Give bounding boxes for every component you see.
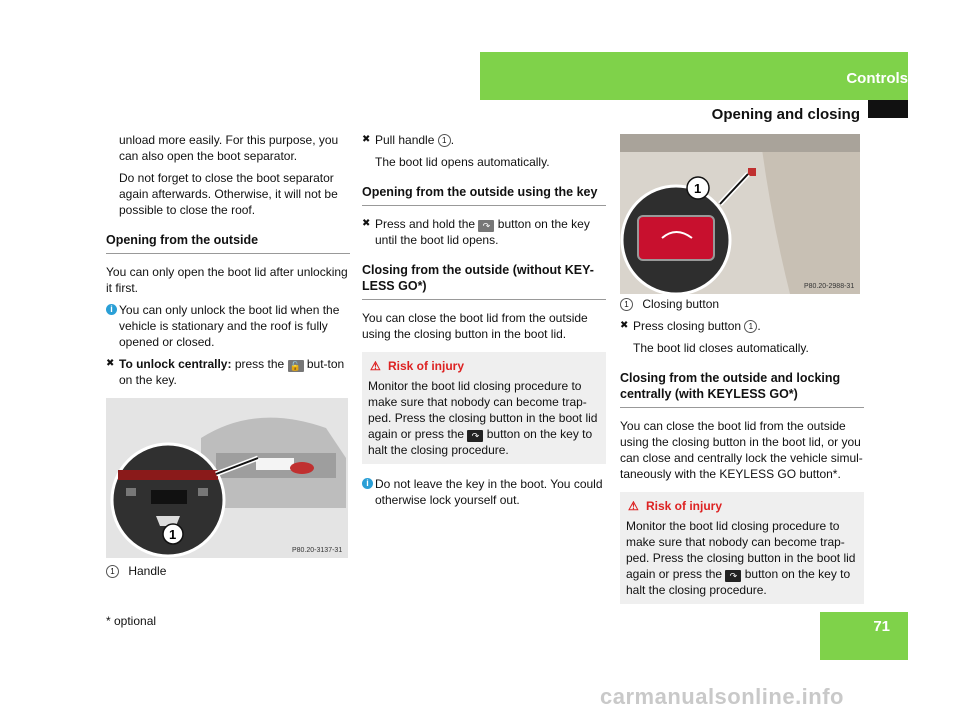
step-text: Press closing button xyxy=(633,319,742,333)
arrow-bullet-icon: ✖ xyxy=(362,134,371,145)
warning-title xyxy=(368,358,600,374)
section-heading: Closing from the outside and locking centrally (with KEYLESS GO*) xyxy=(620,370,864,408)
column-1 xyxy=(106,132,350,394)
unlock-key-icon: 🔓 xyxy=(288,360,304,372)
warning-triangle-icon: ⚠ xyxy=(370,359,381,373)
warning-text: button on the key to halt the closing procedure. xyxy=(626,567,851,597)
arrow-bullet-icon: ✖ xyxy=(106,358,115,369)
paragraph: unload more easily. For this purpose, you can also open the boot separator. xyxy=(119,133,339,163)
chapter-marker xyxy=(868,100,908,118)
paragraph: You can close the boot lid from the outside using the closing button in the boot lid, or you can close and centrally lock the vehicle simul-taneously with the KEYLESS GO button*. xyxy=(620,419,863,481)
instruction-step xyxy=(362,216,606,248)
info-icon: i xyxy=(362,478,373,489)
section-heading: Opening from the outside using the key xyxy=(362,184,606,206)
caption-text: Closing button xyxy=(642,297,720,311)
callout-number: 1 xyxy=(438,134,451,147)
info-note xyxy=(106,302,350,350)
step-text: Pull handle xyxy=(375,133,435,147)
step-text: Press and hold the xyxy=(375,217,476,231)
svg-text:P80.20-3137-31: P80.20-3137-31 xyxy=(292,547,343,554)
rear-car-illustration xyxy=(106,398,348,558)
chapter-title: Opening and closing xyxy=(711,106,860,123)
instruction-step xyxy=(106,356,350,388)
image-caption xyxy=(620,296,864,312)
watermark: carmanualsonline.info xyxy=(600,684,844,709)
arrow-bullet-icon: ✖ xyxy=(362,218,371,229)
svg-text:1: 1 xyxy=(169,527,177,542)
warning-box xyxy=(620,492,864,604)
boot-key-icon: ↷ xyxy=(725,570,741,582)
boot-key-icon: ↷ xyxy=(478,220,494,232)
section-heading: Closing from the outside (without KEY-LESS GO*) xyxy=(362,262,606,300)
warning-text: Monitor the boot lid closing procedure to make sure that nobody can become trap-ped. Press the closing button in the boot lid again or press the xyxy=(368,379,598,441)
section-tab xyxy=(480,52,908,100)
rear-car-photo xyxy=(106,398,348,558)
page-number: 71 xyxy=(873,618,890,635)
caption-text: Handle xyxy=(128,564,167,578)
callout-number: 1 xyxy=(620,298,633,311)
paragraph: You can close the boot lid from the outside using the closing button in the boot lid. xyxy=(362,311,588,341)
column-2 xyxy=(362,132,606,514)
step-text: press the xyxy=(234,357,285,371)
closing-button-photo xyxy=(620,134,860,294)
info-icon: i xyxy=(106,304,117,315)
step-text: button on the key until the boot lid opens. xyxy=(375,217,590,247)
image-caption xyxy=(106,564,166,578)
boot-key-icon: ↷ xyxy=(467,430,483,442)
step-label: To unlock centrally: xyxy=(119,357,232,371)
section-title: Controls xyxy=(846,70,908,87)
callout-number: 1 xyxy=(744,320,757,333)
warning-text: Monitor the boot lid closing procedure to make sure that nobody can become trap-ped. Press the closing button in the boot lid again or press the xyxy=(626,519,856,581)
step-result: The boot lid opens automatically. xyxy=(375,155,550,169)
closing-button-illustration xyxy=(620,134,860,294)
warning-text: button on the key to halt the closing procedure. xyxy=(368,427,593,457)
svg-text:1: 1 xyxy=(694,181,702,196)
paragraph: You can only open the boot lid after unlocking it first. xyxy=(106,265,348,295)
warning-triangle-icon: ⚠ xyxy=(628,499,639,513)
paragraph: Do not forget to close the boot separator again afterwards. Otherwise, it will not be possible to close the roof. xyxy=(119,171,338,217)
callout-number: 1 xyxy=(106,565,119,578)
warning-title-text: Risk of injury xyxy=(388,359,465,373)
warning-title-text: Risk of injury xyxy=(646,499,723,513)
svg-text:P80.20-2988-31: P80.20-2988-31 xyxy=(804,283,855,290)
instruction-step: ✖ Press closing button 1 . xyxy=(620,319,761,333)
footnote: * optional xyxy=(106,614,157,628)
note-text: You can only unlock the boot lid when the vehicle is stationary and the roof is fully opened or closed. xyxy=(119,303,340,349)
step-text: but-ton on the key. xyxy=(119,357,345,387)
info-note xyxy=(362,476,606,508)
warning-title xyxy=(626,498,858,514)
step-result: The boot lid closes automatically. xyxy=(633,341,809,355)
instruction-step: ✖ Pull handle 1 . xyxy=(362,133,455,147)
section-heading: Opening from the outside xyxy=(106,232,350,254)
note-text: Do not leave the key in the boot. You could otherwise lock yourself out. xyxy=(375,477,603,507)
warning-box xyxy=(362,352,606,464)
column-3 xyxy=(620,296,864,616)
arrow-bullet-icon: ✖ xyxy=(620,320,629,331)
